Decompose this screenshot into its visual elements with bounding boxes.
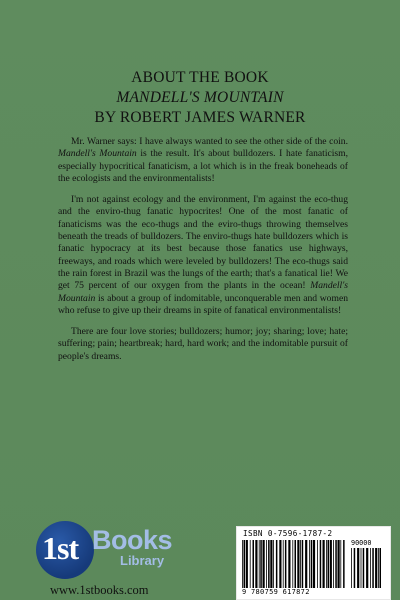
publisher-website: www.1stbooks.com [50, 583, 149, 597]
ean-number: 9 780759 617872 [242, 588, 310, 596]
barcode-stripe [370, 548, 371, 588]
paragraph-1: Mr. Warner says: I have always wanted to see the other side of the coin. Mandell's Mountain is the result. It's about bulldozers. I hate fanaticism, especially hypocritical fanaticism, a lot which is in the freak boneheads of the ecologists and the environmentalists! [58, 136, 349, 184]
barcode-stripe [378, 548, 379, 588]
barcode-stripe [335, 540, 337, 588]
barcode-stripe [351, 548, 352, 588]
barcode-stripe [266, 540, 267, 588]
title-italic: Mandell's Mountain [58, 280, 348, 304]
barcode-stripe [297, 540, 299, 588]
barcode-stripe [320, 540, 322, 588]
barcode-stripe [343, 540, 345, 588]
barcode-stripe [295, 540, 297, 588]
barcode-stripe [276, 540, 278, 588]
barcode-stripe [263, 540, 265, 588]
price-code: 90000 [351, 539, 372, 547]
barcode-stripe [330, 540, 332, 588]
book-description [58, 136, 348, 363]
barcode-stripe [302, 540, 304, 588]
barcode-stripe [305, 540, 307, 588]
isbn-number: ISBN 0-7596-1787-2 [243, 529, 333, 538]
logo-1st: 1st [42, 530, 79, 566]
barcode-stripe [283, 540, 284, 588]
barcode-stripe [309, 540, 310, 588]
isbn-barcode [236, 526, 391, 600]
price-barcode-bars [351, 548, 381, 590]
paragraph-2: I'm not against ecology and the environment, I'm against the eco-thug and the enviro-thug fanatic hypocrites! One of the most fanatic of fanaticisms was the eco-thugs and the eviro-thugs throwing themselves beneath the treads of bulldozers. The enviro-thugs hate bulldozers which is fanatic hypocracy at its best because those fanatics use highways, freeways, and roads which were leveled by bulldozers! The eco-thugs said the rain forest in Brazil was the lungs of the earth; that's a fanatical lie! We get 75 percent of our oxygen from the plants in the ocean! Mandell's Mountain is about a group of indomitable, unconquerable men and women who refuse to give up their dreams in spite of fanatical environmentalists! [58, 194, 348, 316]
barcode-stripe [357, 548, 359, 588]
barcode-stripe [244, 540, 246, 588]
barcode-stripe [380, 548, 382, 588]
barcode-stripe [372, 548, 374, 588]
barcode-stripe [338, 540, 340, 588]
barcode-stripe [273, 540, 274, 588]
logo-books: Books [92, 525, 173, 555]
barcode-stripe [288, 540, 290, 588]
barcode-stripe [333, 540, 334, 588]
barcode-stripe [375, 548, 377, 588]
barcode-stripe [300, 540, 301, 588]
heading-author: BY ROBERT JAMES WARNER [94, 109, 306, 126]
barcode-stripe [250, 540, 251, 588]
barcode-stripe [323, 540, 325, 588]
ean-barcode-bars [242, 540, 346, 588]
barcode-stripe [326, 540, 327, 588]
barcode-stripe [354, 548, 356, 588]
barcode-stripe [270, 540, 272, 588]
barcode-stripe [292, 540, 293, 588]
barcode-stripe [313, 540, 315, 588]
barcode-stripe [361, 548, 362, 588]
paragraph-3: There are four love stories; bulldozers; humor; joy; sharing; love; hate; suffering; pain; heartbreak; hard, hard work; and the indomitable pursuit of people's dreams. [58, 326, 348, 362]
barcode-stripe [311, 540, 313, 588]
barcode-stripe [246, 540, 248, 588]
barcode-stripe [285, 540, 287, 588]
barcode-stripe [242, 540, 243, 588]
publisher-logo [36, 521, 196, 581]
barcode-stripe [260, 540, 262, 588]
barcode-stripe [363, 548, 365, 588]
barcode-stripe [317, 540, 318, 588]
barcode-stripe [259, 540, 260, 588]
barcode-stripe [328, 540, 330, 588]
barcode-stripe [253, 540, 255, 588]
barcode-stripe [268, 540, 270, 588]
barcode-stripe [255, 540, 257, 588]
barcode-stripe [366, 548, 368, 588]
title-italic: Mandell's Mountain [58, 148, 137, 160]
logo-library: Library [120, 553, 165, 568]
barcode-stripe [279, 540, 281, 588]
heading-title: MANDELL'S MOUNTAIN [116, 89, 284, 106]
heading-about: ABOUT THE BOOK [131, 69, 269, 86]
barcode-stripe [340, 540, 341, 588]
